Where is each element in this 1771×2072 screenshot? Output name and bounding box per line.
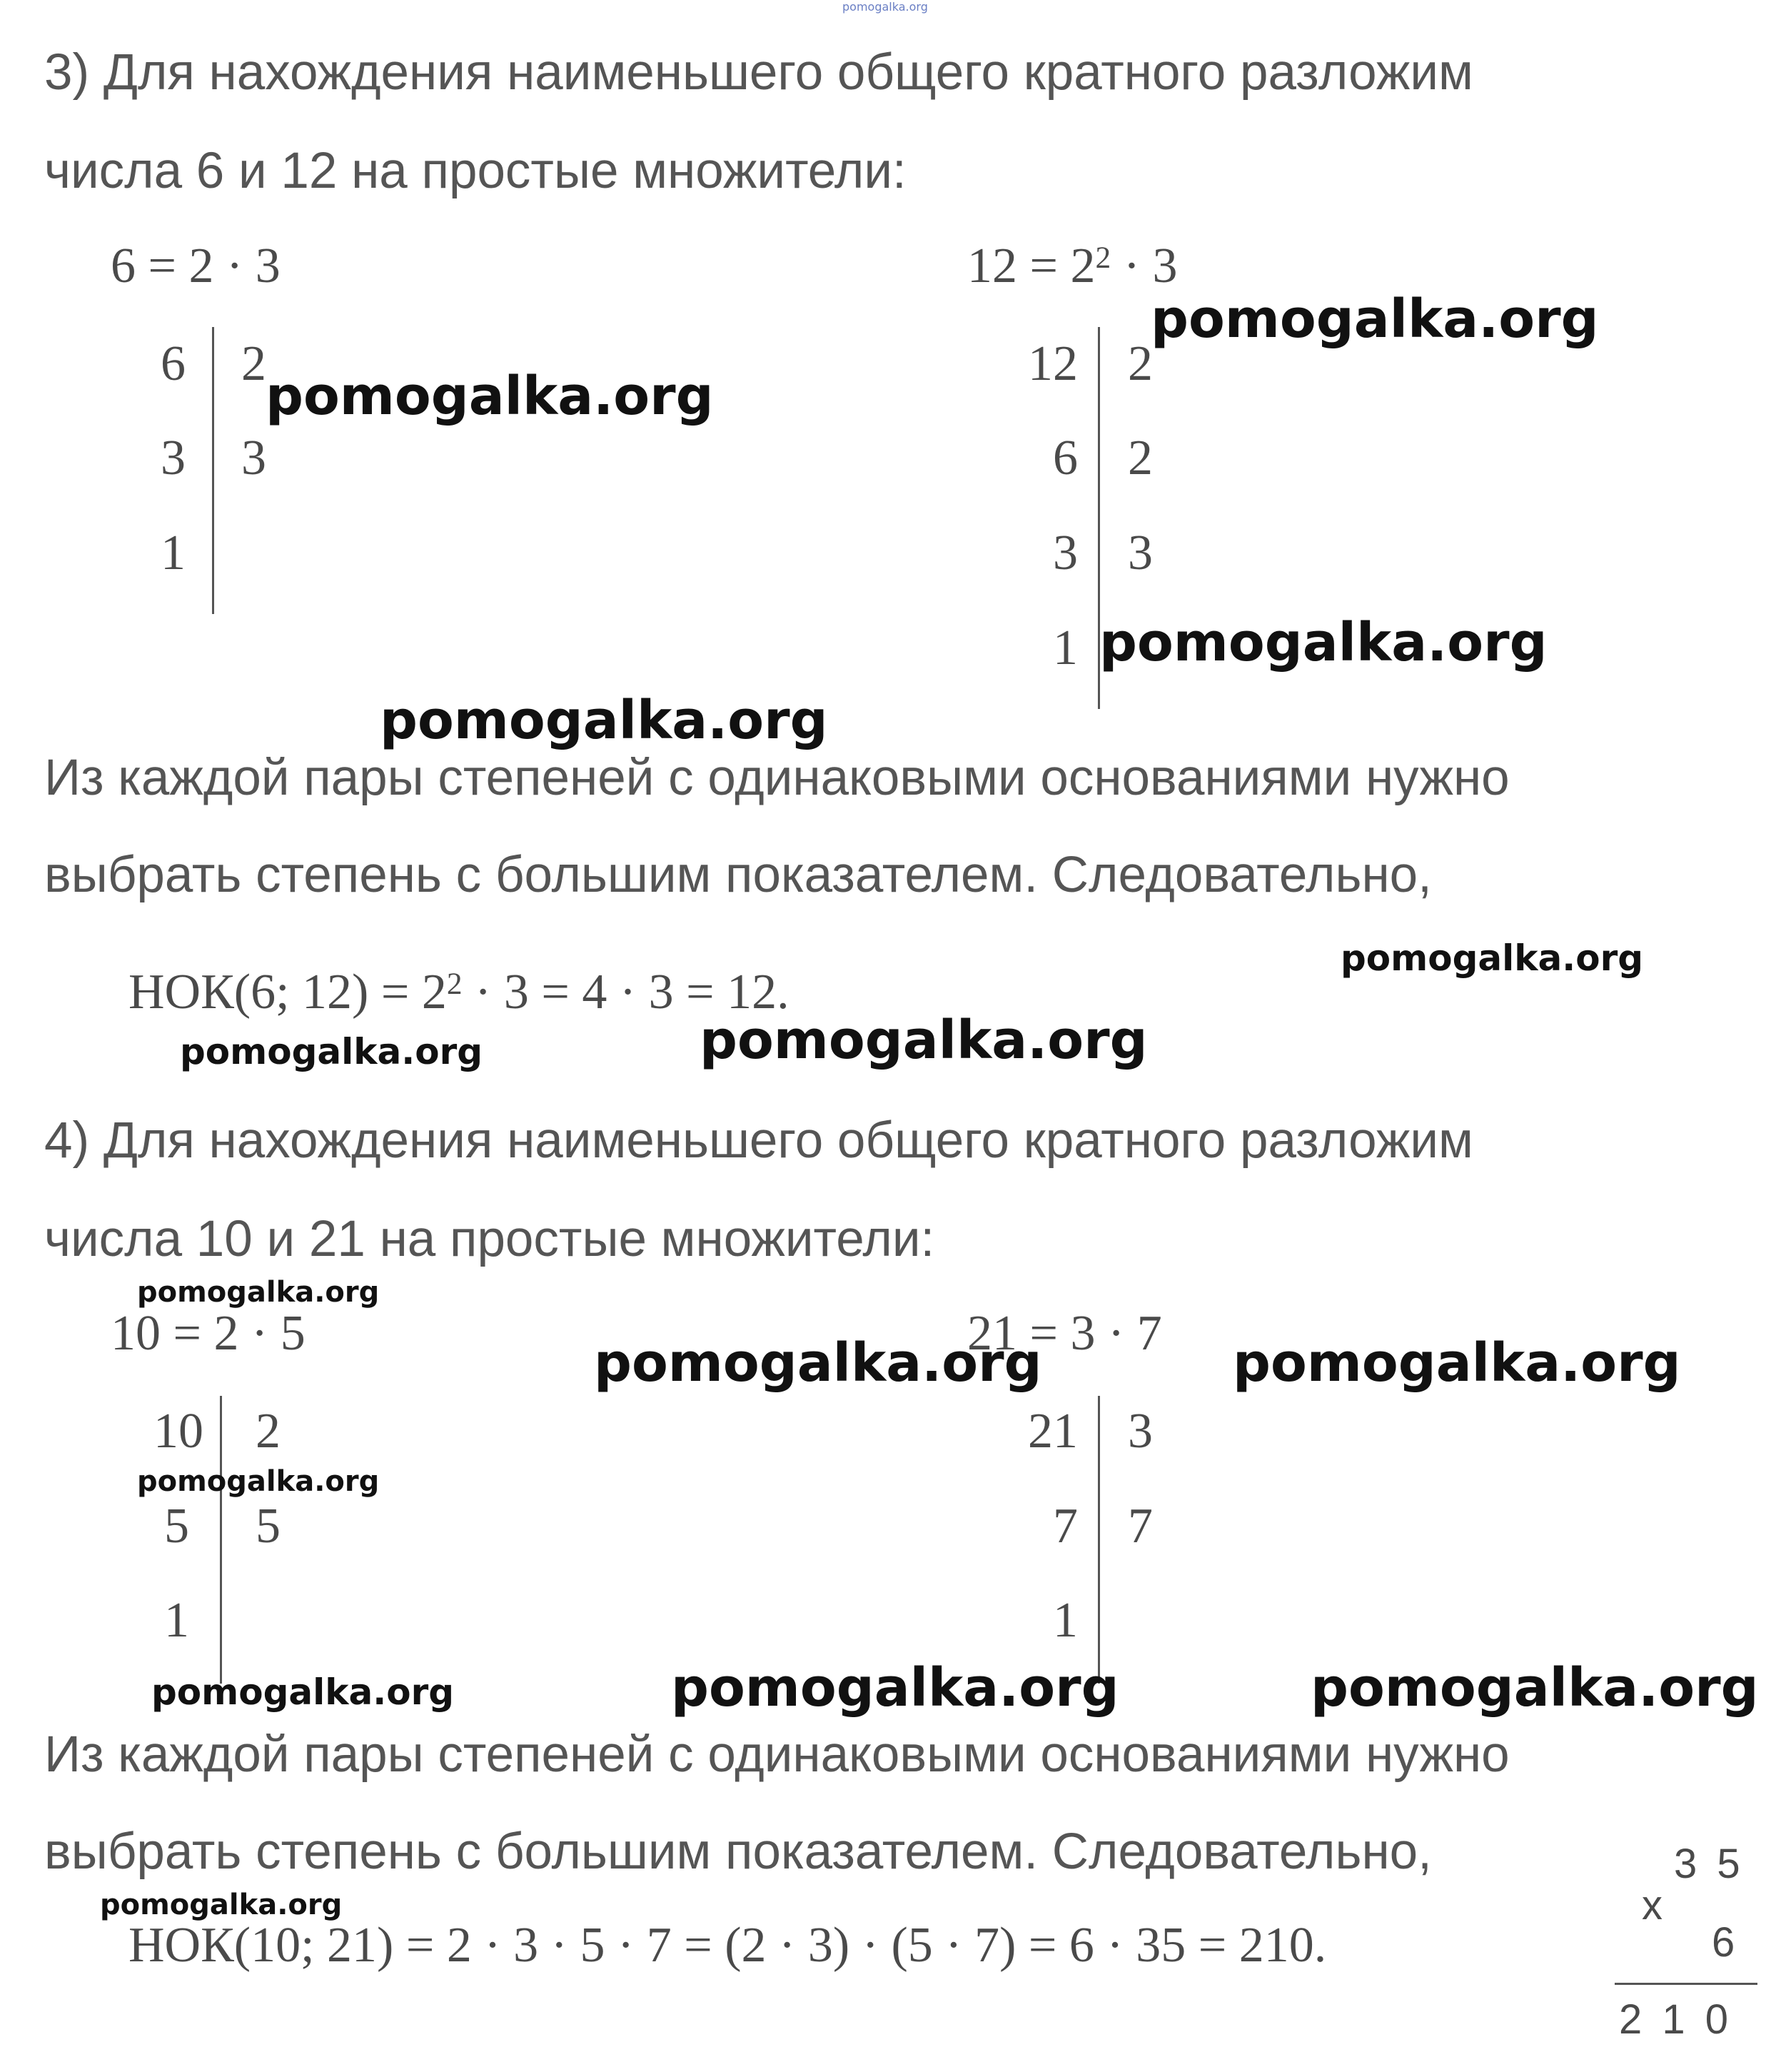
table-number: 1 (1053, 620, 1078, 675)
part4-equation-left: 10 = 2 · 5 (111, 1306, 306, 1361)
division-line (1098, 1396, 1100, 1684)
table-number: 1 (161, 525, 186, 580)
product: 2 1 0 (1619, 1996, 1732, 2043)
multiplier: 6 (1712, 1919, 1735, 1966)
multiplication-line (1615, 1983, 1757, 1985)
part4-intro-line2: числа 10 и 21 на простые множители: (44, 1211, 935, 1267)
watermark: pomogalka.org (137, 1465, 380, 1498)
table-factor: 7 (1128, 1499, 1153, 1554)
watermark: pomogalka.org (1151, 288, 1599, 350)
table-factor: 2 (1128, 431, 1153, 486)
part4-explanation-line1: Из каждой пары степеней с одинаковыми основаниями нужно (44, 1726, 1510, 1783)
watermark: pomogalka.org (180, 1031, 483, 1072)
watermark: pomogalka.org (700, 1010, 1148, 1071)
table-number: 7 (1053, 1499, 1078, 1554)
watermark-top: pomogalka.org (842, 0, 928, 14)
part3-intro-line1: 3) Для нахождения наименьшего общего кратного разложим (44, 44, 1473, 101)
table-number: 3 (1053, 525, 1078, 580)
watermark: pomogalka.org (1233, 1332, 1681, 1394)
division-line (220, 1396, 222, 1684)
table-factor: 3 (1128, 525, 1153, 580)
table-number: 12 (1028, 336, 1078, 391)
table-number: 3 (161, 431, 186, 486)
table-factor: 3 (241, 431, 266, 486)
part4-equation-right: 21 = 3 · 7 (967, 1306, 1162, 1361)
watermark: pomogalka.org (594, 1332, 1042, 1394)
table-number: 10 (153, 1404, 203, 1459)
multiplication-sign: x (1642, 1882, 1662, 1928)
multiplicand: 3 5 (1674, 1841, 1745, 1887)
watermark: pomogalka.org (266, 366, 714, 427)
watermark: pomogalka.org (380, 690, 828, 751)
watermark: pomogalka.org (151, 1671, 455, 1713)
table-number: 5 (164, 1499, 189, 1554)
table-number: 6 (1053, 431, 1078, 486)
table-factor: 2 (241, 336, 266, 391)
part4-explanation-line2: выбрать степень с большим показателем. Следовательно, (44, 1824, 1432, 1880)
table-factor: 2 (1128, 336, 1153, 391)
part3-lcm-result: НОК(6; $12) = 2^2 \cdot 3 = 4 \cdot 3 = 12$. (128, 965, 789, 1020)
part4-intro-line1: 4) Для нахождения наименьшего общего кратного разложим (44, 1112, 1473, 1169)
part3-explanation-line1: Из каждой пары степеней с одинаковыми основаниями нужно (44, 750, 1510, 806)
table-number: 1 (1053, 1593, 1078, 1648)
table-factor: 5 (256, 1499, 281, 1554)
part3-equation-right: $12 = 2^2 \cdot 3$ (967, 238, 1178, 293)
watermark: pomogalka.org (1311, 1657, 1759, 1719)
watermark: pomogalka.org (671, 1657, 1119, 1719)
watermark: pomogalka.org (137, 1276, 380, 1309)
table-number: 21 (1028, 1404, 1078, 1459)
table-factor: 2 (256, 1404, 281, 1459)
watermark: pomogalka.org (1341, 937, 1644, 979)
table-number: 1 (164, 1593, 189, 1648)
watermark: pomogalka.org (1099, 612, 1548, 673)
part3-equation-left: 6 = 2 · 3 (111, 238, 281, 293)
part3-intro-line2: числа 6 и 12 на простые множители: (44, 143, 907, 199)
table-factor: 3 (1128, 1404, 1153, 1459)
part4-lcm-result: НОК(10; 21) = 2 · 3 · 5 · 7 = (2 · 3) · (5 · 7) = 6 · 35 = 210. (128, 1918, 1327, 1973)
part3-explanation-line2: выбрать степень с большим показателем. Следовательно, (44, 847, 1432, 903)
division-line (212, 327, 214, 614)
watermark: pomogalka.org (100, 1889, 343, 1921)
table-number: 6 (161, 336, 186, 391)
